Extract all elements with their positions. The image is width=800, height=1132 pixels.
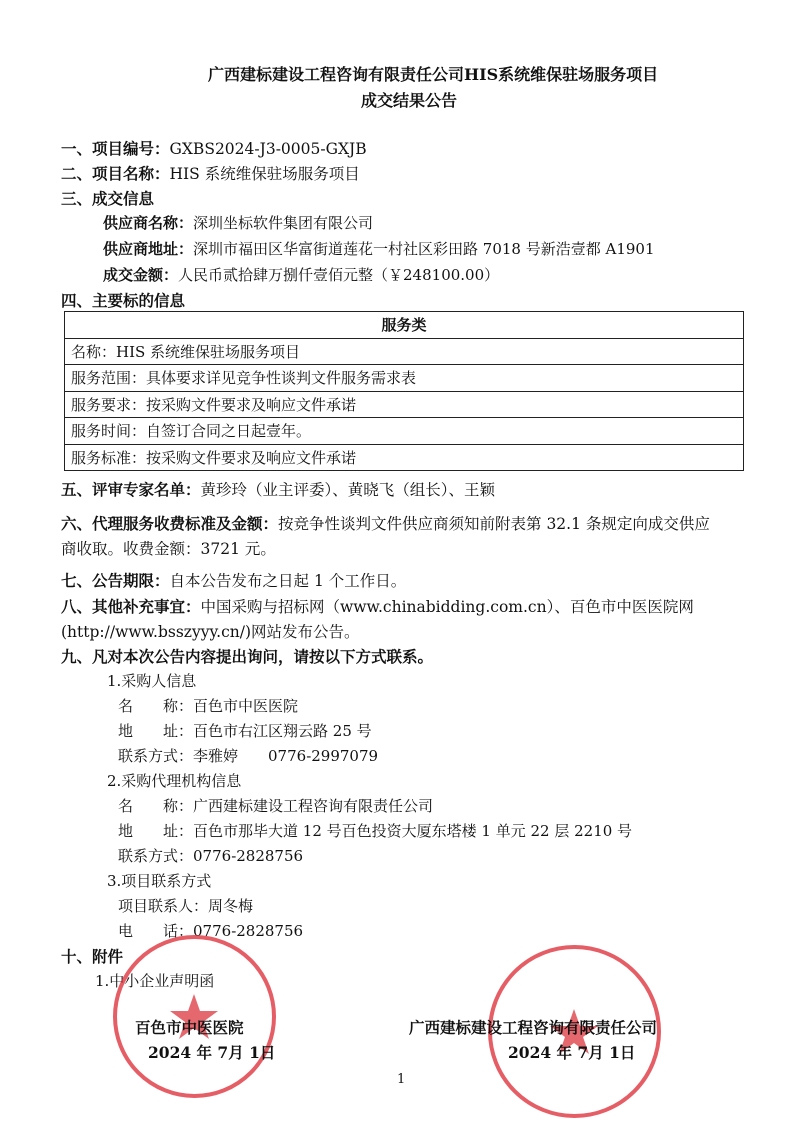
section-main-subject	[61, 289, 185, 311]
section-notice-period	[61, 569, 406, 591]
agency-fee-text-cont: 商收取。收费金额：3721 元。	[61, 540, 276, 558]
service-table-header: 服务类	[65, 312, 744, 339]
agent-contact-row	[118, 845, 303, 866]
service-table-row: 名称：HIS 系统维保驻场服务项目	[65, 338, 744, 365]
agent-info-heading: 2.采购代理机构信息	[107, 772, 242, 790]
project-contact-heading: 3.项目联系方式	[107, 872, 212, 890]
section-project-name	[61, 162, 360, 184]
other-matters-text-cont: (http://www.bsszyyy.cn/)网站发布公告。	[61, 623, 360, 641]
section-contacts	[61, 645, 433, 667]
section-label: 四、主要标的信息	[61, 291, 186, 310]
deal-amount-row	[103, 264, 499, 285]
notice-period: 自本公告发布之日起 1 个工作日。	[169, 572, 407, 590]
service-table-row: 服务范围：具体要求详见竞争性谈判文件服务需求表	[65, 365, 744, 392]
agent-address: 百色市那毕大道 12 号百色投资大厦东塔楼 1 单元 22 层 2210 号	[193, 822, 633, 840]
section-label: 九、凡对本次公告内容提出询问，请按以下方式联系。	[61, 647, 434, 666]
field-label: 供应商名称：	[103, 214, 194, 232]
project-person-row	[118, 895, 253, 916]
buyer-address: 百色市右江区翔云路 25 号	[193, 722, 372, 740]
section-label: 十、附件	[61, 947, 124, 966]
section-label: 七、公告期限：	[61, 571, 170, 590]
section-label: 二、项目名称：	[61, 164, 170, 183]
service-table-row: 服务要求：按采购文件要求及响应文件承诺	[65, 391, 744, 418]
section-deal-info	[61, 187, 154, 209]
project-person: 周冬梅	[208, 897, 254, 915]
agent-contact: 0776-2828756	[193, 847, 304, 865]
project-name: HIS 系统维保驻场服务项目	[169, 165, 360, 183]
project-number: GXBS2024-J3-0005-GXJB	[169, 140, 367, 158]
attachment-item: 1.中小企业声明函	[95, 972, 215, 990]
agent-address-row	[118, 820, 632, 841]
buyer-name: 百色市中医医院	[193, 697, 299, 715]
field-label: 名 称：	[118, 797, 194, 815]
section-label: 一、项目编号：	[61, 139, 170, 158]
section-project-number	[61, 137, 367, 159]
field-label: 地 址：	[118, 822, 194, 840]
expert-names: 黄珍玲（业主评委）、黄晓飞（组长）、王颖	[200, 481, 496, 499]
field-label: 名 称：	[118, 697, 194, 715]
field-label: 项目联系人：	[118, 897, 209, 915]
agent-name: 广西建标建设工程咨询有限责任公司	[193, 797, 434, 815]
signature-left-date: 2024 年 7月 1日	[148, 1043, 276, 1062]
field-label: 地 址：	[118, 722, 194, 740]
signature-left-org: 百色市中医医院	[135, 1018, 244, 1037]
agency-fee-text: 按竞争性谈判文件供应商须知前附表第 32.1 条规定向成交供应	[278, 515, 710, 533]
buyer-name-row	[118, 695, 298, 716]
field-label: 联系方式：	[118, 747, 194, 765]
supplier-address: 深圳市福田区华富街道莲花一村社区彩田路 7018 号新浩壹都 A1901	[193, 240, 655, 258]
section-label: 八、其他补充事宜：	[61, 597, 201, 616]
buyer-contact: 李雅婷 0776-2997079	[193, 747, 379, 765]
signature-right-org: 广西建标建设工程咨询有限责任公司	[409, 1018, 658, 1037]
buyer-info-heading: 1.采购人信息	[107, 672, 197, 690]
section-other-matters	[61, 595, 694, 617]
section-label: 三、成交信息	[61, 189, 155, 208]
section-label: 五、评审专家名单：	[61, 480, 201, 499]
deal-amount: 人民币贰拾肆万捌仟壹佰元整（￥248100.00）	[178, 266, 500, 284]
field-label: 电 话：	[118, 922, 194, 940]
page-number: 1	[397, 1072, 406, 1087]
buyer-address-row	[118, 720, 372, 741]
service-table	[64, 311, 744, 471]
field-label: 成交金额：	[103, 266, 179, 284]
project-phone: 0776-2828756	[193, 922, 304, 940]
supplier-address-row	[103, 238, 655, 259]
field-label: 供应商地址：	[103, 240, 194, 258]
signature-right-date: 2024 年 7月 1日	[508, 1043, 636, 1062]
buyer-contact-row	[118, 745, 378, 766]
document-title-line2: 成交结果公告	[361, 91, 458, 110]
service-table-row: 服务标准：按采购文件要求及响应文件承诺	[65, 444, 744, 471]
section-label: 六、代理服务收费标准及金额：	[61, 514, 279, 533]
supplier-name-row	[103, 212, 373, 233]
field-label: 联系方式：	[118, 847, 194, 865]
section-attachments	[61, 945, 123, 967]
service-table-row: 服务时间：自签订合同之日起壹年。	[65, 418, 744, 445]
agent-name-row	[118, 795, 433, 816]
document-title-line1: 广西建标建设工程咨询有限责任公司HIS系统维保驻场服务项目	[208, 65, 659, 84]
other-matters-text: 中国采购与招标网（www.chinabidding.com.cn）、百色市中医医院网	[200, 598, 694, 616]
section-agency-fee	[61, 512, 710, 534]
section-expert-list	[61, 478, 495, 500]
supplier-name: 深圳坐标软件集团有限公司	[193, 214, 374, 232]
